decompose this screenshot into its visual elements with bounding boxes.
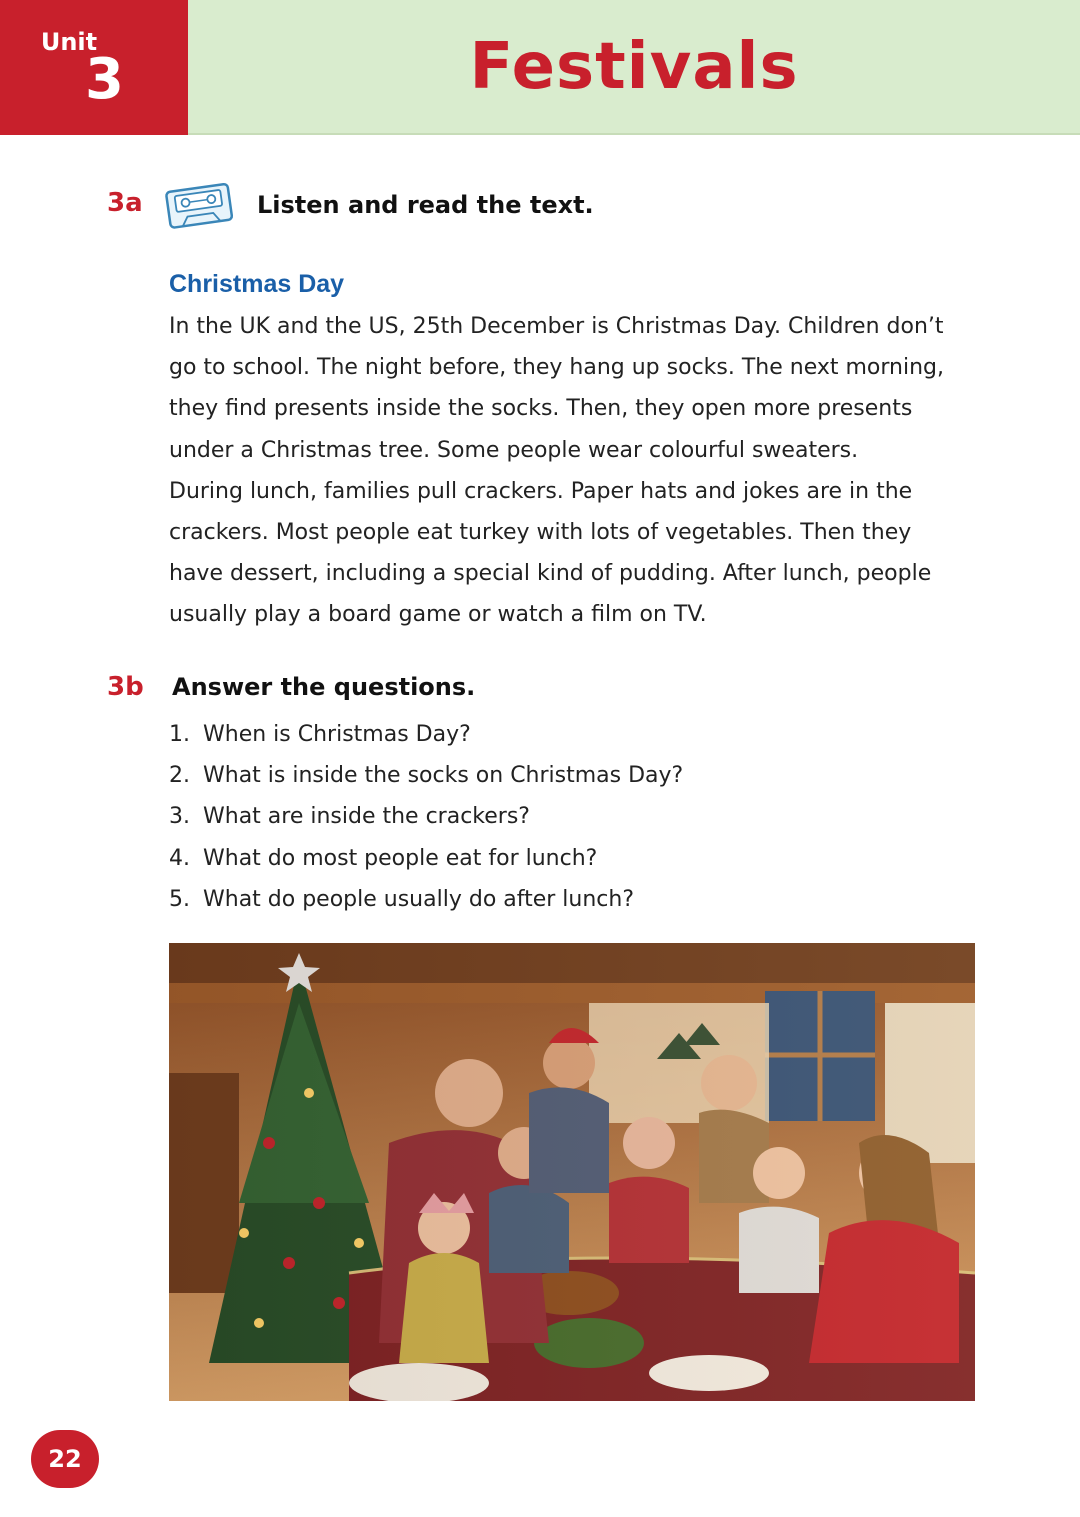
question-text: When is Christmas Day? (203, 722, 471, 747)
question-number: 2. (169, 763, 190, 789)
list-item (169, 879, 969, 920)
reading-text (169, 306, 969, 636)
reading-paragraph: During lunch, families pull crackers. Paper hats and jokes are in the crackers. Most people eat turkey with lots of vegetables. Then they have dessert, including a special kind of pudding. After lunch, people usually play a board game or watch a film on TV. (169, 478, 932, 628)
question-text: What do most people eat for lunch? (203, 845, 598, 871)
page-number: 22 (31, 1430, 99, 1488)
question-number: 1. (169, 722, 190, 747)
christmas-dinner-photo (169, 943, 975, 1401)
title-bar (188, 0, 1080, 135)
list-item (169, 755, 969, 796)
reading-paragraph: In the UK and the US, 25th December is Christmas Day. Children don’t go to school. The night before, they hang up socks. The next morning, they find presents inside the socks. Then, they open more presents under a Christmas tree. Some people wear colourful sweaters. (169, 314, 944, 463)
unit-word: Unit (40, 28, 98, 56)
list-item (169, 838, 969, 879)
exercise-label-3b: 3b (107, 672, 144, 702)
photo-illustration (169, 943, 975, 1401)
exercise-label-3a: 3a (107, 188, 143, 218)
page-title: Festivals (469, 30, 799, 104)
reading-title: Christmas Day (169, 270, 345, 298)
instruction-3a: Listen and read the text. (257, 191, 594, 219)
question-text: What do people usually do after lunch? (203, 886, 635, 912)
list-item (169, 714, 969, 755)
instruction-3b: Answer the questions. (172, 673, 476, 701)
cassette-icon[interactable] (162, 180, 234, 230)
question-number: 5. (169, 886, 190, 912)
list-item (169, 796, 969, 837)
question-number: 3. (169, 804, 190, 830)
unit-badge (0, 0, 188, 135)
question-text: What is inside the socks on Christmas Day? (203, 763, 684, 789)
question-text: What are inside the crackers? (203, 804, 530, 830)
question-list (169, 714, 969, 920)
question-number: 4. (169, 845, 190, 871)
unit-number: 3 (85, 47, 124, 112)
